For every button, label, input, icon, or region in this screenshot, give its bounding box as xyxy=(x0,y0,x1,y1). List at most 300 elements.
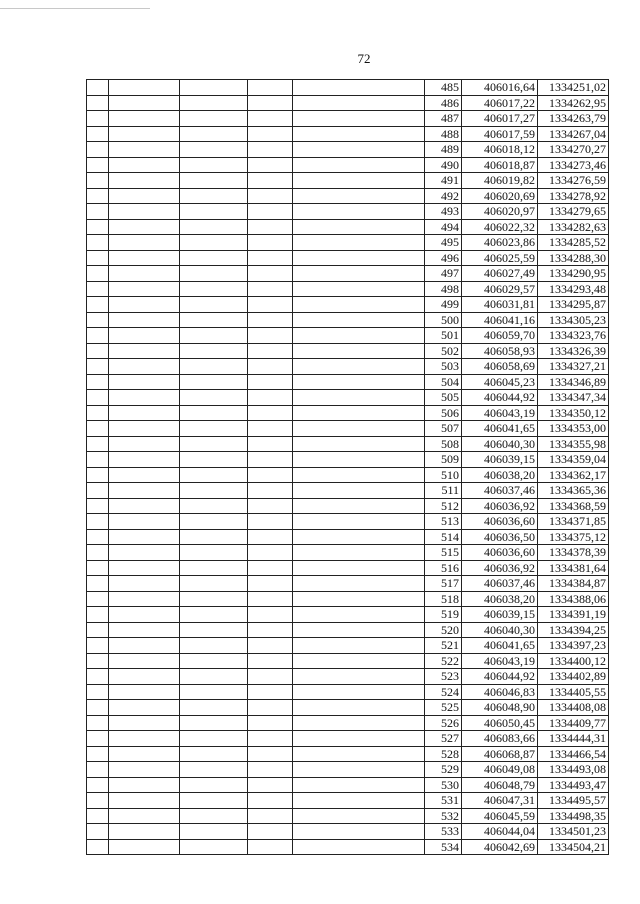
y-coordinate-cell: 1334391,19 xyxy=(538,607,609,623)
empty-cell xyxy=(109,591,180,607)
y-coordinate-cell: 1334355,98 xyxy=(538,436,609,452)
empty-cell xyxy=(248,188,293,204)
y-coordinate-cell: 1334375,12 xyxy=(538,529,609,545)
y-coordinate-cell: 1334270,27 xyxy=(538,142,609,158)
x-coordinate-cell: 406016,64 xyxy=(462,80,538,96)
empty-cell xyxy=(293,560,425,576)
empty-cell xyxy=(180,483,248,499)
x-coordinate-cell: 406031,81 xyxy=(462,297,538,313)
empty-cell xyxy=(248,638,293,654)
point-number-cell: 506 xyxy=(425,405,462,421)
x-coordinate-cell: 406018,87 xyxy=(462,157,538,173)
empty-cell xyxy=(109,483,180,499)
empty-cell xyxy=(109,607,180,623)
empty-cell xyxy=(109,576,180,592)
empty-cell xyxy=(180,80,248,96)
point-number-cell: 507 xyxy=(425,421,462,437)
empty-cell xyxy=(180,343,248,359)
empty-cell xyxy=(180,235,248,251)
empty-cell xyxy=(180,436,248,452)
empty-cell xyxy=(293,281,425,297)
table-row xyxy=(87,529,609,545)
empty-cell xyxy=(248,839,293,855)
empty-cell xyxy=(87,95,109,111)
y-coordinate-cell: 1334273,46 xyxy=(538,157,609,173)
empty-cell xyxy=(87,839,109,855)
empty-cell xyxy=(293,684,425,700)
empty-cell xyxy=(87,591,109,607)
x-coordinate-cell: 406018,12 xyxy=(462,142,538,158)
empty-cell xyxy=(180,731,248,747)
y-coordinate-cell: 1334495,57 xyxy=(538,793,609,809)
empty-cell xyxy=(180,607,248,623)
y-coordinate-cell: 1334501,23 xyxy=(538,824,609,840)
x-coordinate-cell: 406025,59 xyxy=(462,250,538,266)
point-number-cell: 510 xyxy=(425,467,462,483)
empty-cell xyxy=(293,111,425,127)
empty-cell xyxy=(180,173,248,189)
point-number-cell: 489 xyxy=(425,142,462,158)
y-coordinate-cell: 1334346,89 xyxy=(538,374,609,390)
empty-cell xyxy=(248,808,293,824)
empty-cell xyxy=(109,235,180,251)
empty-cell xyxy=(109,746,180,762)
empty-cell xyxy=(293,514,425,530)
x-coordinate-cell: 406047,31 xyxy=(462,793,538,809)
empty-cell xyxy=(180,328,248,344)
empty-cell xyxy=(180,824,248,840)
table-row xyxy=(87,622,609,638)
empty-cell xyxy=(293,157,425,173)
table-row xyxy=(87,483,609,499)
empty-cell xyxy=(87,405,109,421)
empty-cell xyxy=(248,545,293,561)
y-coordinate-cell: 1334282,63 xyxy=(538,219,609,235)
empty-cell xyxy=(87,467,109,483)
empty-cell xyxy=(87,250,109,266)
table-row xyxy=(87,498,609,514)
empty-cell xyxy=(87,808,109,824)
empty-cell xyxy=(180,452,248,468)
table-row xyxy=(87,111,609,127)
empty-cell xyxy=(248,576,293,592)
point-number-cell: 508 xyxy=(425,436,462,452)
empty-cell xyxy=(180,359,248,375)
point-number-cell: 527 xyxy=(425,731,462,747)
empty-cell xyxy=(248,219,293,235)
y-coordinate-cell: 1334285,52 xyxy=(538,235,609,251)
empty-cell xyxy=(248,250,293,266)
x-coordinate-cell: 406040,30 xyxy=(462,436,538,452)
x-coordinate-cell: 406042,69 xyxy=(462,839,538,855)
x-coordinate-cell: 406049,08 xyxy=(462,762,538,778)
table-row xyxy=(87,80,609,96)
empty-cell xyxy=(293,762,425,778)
empty-cell xyxy=(180,529,248,545)
y-coordinate-cell: 1334359,04 xyxy=(538,452,609,468)
y-coordinate-cell: 1334371,85 xyxy=(538,514,609,530)
table-row xyxy=(87,746,609,762)
empty-cell xyxy=(109,839,180,855)
empty-cell xyxy=(248,607,293,623)
empty-cell xyxy=(293,483,425,499)
table-row xyxy=(87,157,609,173)
table-row xyxy=(87,188,609,204)
point-number-cell: 514 xyxy=(425,529,462,545)
y-coordinate-cell: 1334326,39 xyxy=(538,343,609,359)
point-number-cell: 515 xyxy=(425,545,462,561)
empty-cell xyxy=(293,576,425,592)
empty-cell xyxy=(293,715,425,731)
x-coordinate-cell: 406036,92 xyxy=(462,498,538,514)
empty-cell xyxy=(87,483,109,499)
y-coordinate-cell: 1334323,76 xyxy=(538,328,609,344)
empty-cell xyxy=(109,142,180,158)
empty-cell xyxy=(109,405,180,421)
empty-cell xyxy=(87,157,109,173)
y-coordinate-cell: 1334290,95 xyxy=(538,266,609,282)
point-number-cell: 525 xyxy=(425,700,462,716)
empty-cell xyxy=(248,328,293,344)
empty-cell xyxy=(87,173,109,189)
empty-cell xyxy=(109,467,180,483)
table-row xyxy=(87,514,609,530)
empty-cell xyxy=(87,312,109,328)
table-row xyxy=(87,436,609,452)
empty-cell xyxy=(109,250,180,266)
y-coordinate-cell: 1334402,89 xyxy=(538,669,609,685)
empty-cell xyxy=(248,343,293,359)
x-coordinate-cell: 406058,93 xyxy=(462,343,538,359)
empty-cell xyxy=(293,498,425,514)
empty-cell xyxy=(109,436,180,452)
empty-cell xyxy=(109,529,180,545)
x-coordinate-cell: 406044,92 xyxy=(462,390,538,406)
table-row xyxy=(87,250,609,266)
empty-cell xyxy=(293,638,425,654)
empty-cell xyxy=(109,266,180,282)
empty-cell xyxy=(109,297,180,313)
empty-cell xyxy=(293,700,425,716)
y-coordinate-cell: 1334262,95 xyxy=(538,95,609,111)
empty-cell xyxy=(87,762,109,778)
table-row xyxy=(87,343,609,359)
x-coordinate-cell: 406058,69 xyxy=(462,359,538,375)
x-coordinate-cell: 406017,22 xyxy=(462,95,538,111)
table-row xyxy=(87,839,609,855)
empty-cell xyxy=(87,390,109,406)
empty-cell xyxy=(293,839,425,855)
empty-cell xyxy=(87,669,109,685)
x-coordinate-cell: 406048,79 xyxy=(462,777,538,793)
empty-cell xyxy=(109,762,180,778)
x-coordinate-cell: 406046,83 xyxy=(462,684,538,700)
point-number-cell: 512 xyxy=(425,498,462,514)
empty-cell xyxy=(180,111,248,127)
empty-cell xyxy=(109,731,180,747)
empty-cell xyxy=(180,560,248,576)
empty-cell xyxy=(109,374,180,390)
y-coordinate-cell: 1334409,77 xyxy=(538,715,609,731)
empty-cell xyxy=(248,793,293,809)
empty-cell xyxy=(293,328,425,344)
x-coordinate-cell: 406022,32 xyxy=(462,219,538,235)
empty-cell xyxy=(87,607,109,623)
empty-cell xyxy=(87,777,109,793)
empty-cell xyxy=(293,95,425,111)
empty-cell xyxy=(293,219,425,235)
empty-cell xyxy=(293,142,425,158)
y-coordinate-cell: 1334276,59 xyxy=(538,173,609,189)
point-number-cell: 520 xyxy=(425,622,462,638)
point-number-cell: 523 xyxy=(425,669,462,685)
empty-cell xyxy=(109,700,180,716)
empty-cell xyxy=(87,498,109,514)
empty-cell xyxy=(87,545,109,561)
table-row xyxy=(87,576,609,592)
empty-cell xyxy=(180,700,248,716)
point-number-cell: 528 xyxy=(425,746,462,762)
point-number-cell: 493 xyxy=(425,204,462,220)
x-coordinate-cell: 406083,66 xyxy=(462,731,538,747)
empty-cell xyxy=(87,359,109,375)
y-coordinate-cell: 1334394,25 xyxy=(538,622,609,638)
empty-cell xyxy=(293,467,425,483)
y-coordinate-cell: 1334493,08 xyxy=(538,762,609,778)
empty-cell xyxy=(248,204,293,220)
empty-cell xyxy=(180,95,248,111)
x-coordinate-cell: 406037,46 xyxy=(462,576,538,592)
empty-cell xyxy=(87,188,109,204)
point-number-cell: 501 xyxy=(425,328,462,344)
table-row xyxy=(87,638,609,654)
empty-cell xyxy=(293,405,425,421)
empty-cell xyxy=(180,669,248,685)
point-number-cell: 530 xyxy=(425,777,462,793)
point-number-cell: 513 xyxy=(425,514,462,530)
point-number-cell: 526 xyxy=(425,715,462,731)
x-coordinate-cell: 406039,15 xyxy=(462,607,538,623)
y-coordinate-cell: 1334498,35 xyxy=(538,808,609,824)
point-number-cell: 487 xyxy=(425,111,462,127)
empty-cell xyxy=(87,219,109,235)
point-number-cell: 491 xyxy=(425,173,462,189)
empty-cell xyxy=(87,746,109,762)
point-number-cell: 518 xyxy=(425,591,462,607)
empty-cell xyxy=(248,746,293,762)
y-coordinate-cell: 1334295,87 xyxy=(538,297,609,313)
table-body xyxy=(87,80,609,855)
empty-cell xyxy=(109,126,180,142)
empty-cell xyxy=(109,281,180,297)
x-coordinate-cell: 406036,92 xyxy=(462,560,538,576)
y-coordinate-cell: 1334279,65 xyxy=(538,204,609,220)
table-row xyxy=(87,359,609,375)
empty-cell xyxy=(87,700,109,716)
empty-cell xyxy=(248,514,293,530)
point-number-cell: 496 xyxy=(425,250,462,266)
empty-cell xyxy=(109,204,180,220)
empty-cell xyxy=(248,498,293,514)
empty-cell xyxy=(293,343,425,359)
x-coordinate-cell: 406020,69 xyxy=(462,188,538,204)
empty-cell xyxy=(109,560,180,576)
y-coordinate-cell: 1334350,12 xyxy=(538,405,609,421)
table-row xyxy=(87,669,609,685)
y-coordinate-cell: 1334466,54 xyxy=(538,746,609,762)
empty-cell xyxy=(87,421,109,437)
empty-cell xyxy=(109,173,180,189)
empty-cell xyxy=(293,529,425,545)
empty-cell xyxy=(293,204,425,220)
empty-cell xyxy=(109,343,180,359)
point-number-cell: 495 xyxy=(425,235,462,251)
y-coordinate-cell: 1334251,02 xyxy=(538,80,609,96)
empty-cell xyxy=(248,777,293,793)
empty-cell xyxy=(109,808,180,824)
empty-cell xyxy=(248,483,293,499)
empty-cell xyxy=(109,452,180,468)
x-coordinate-cell: 406036,60 xyxy=(462,545,538,561)
empty-cell xyxy=(180,777,248,793)
empty-cell xyxy=(293,622,425,638)
x-coordinate-cell: 406039,15 xyxy=(462,452,538,468)
table-row xyxy=(87,824,609,840)
y-coordinate-cell: 1334288,30 xyxy=(538,250,609,266)
point-number-cell: 503 xyxy=(425,359,462,375)
empty-cell xyxy=(87,374,109,390)
y-coordinate-cell: 1334293,48 xyxy=(538,281,609,297)
empty-cell xyxy=(248,359,293,375)
table-row xyxy=(87,560,609,576)
empty-cell xyxy=(248,142,293,158)
table-row xyxy=(87,312,609,328)
empty-cell xyxy=(87,684,109,700)
empty-cell xyxy=(293,173,425,189)
top-rule xyxy=(0,8,150,9)
empty-cell xyxy=(109,622,180,638)
empty-cell xyxy=(293,297,425,313)
empty-cell xyxy=(293,731,425,747)
y-coordinate-cell: 1334378,39 xyxy=(538,545,609,561)
table-row xyxy=(87,235,609,251)
empty-cell xyxy=(180,591,248,607)
empty-cell xyxy=(248,669,293,685)
empty-cell xyxy=(87,452,109,468)
y-coordinate-cell: 1334400,12 xyxy=(538,653,609,669)
empty-cell xyxy=(293,777,425,793)
empty-cell xyxy=(248,715,293,731)
table-row xyxy=(87,297,609,313)
y-coordinate-cell: 1334278,92 xyxy=(538,188,609,204)
empty-cell xyxy=(180,204,248,220)
empty-cell xyxy=(248,297,293,313)
y-coordinate-cell: 1334381,64 xyxy=(538,560,609,576)
empty-cell xyxy=(109,359,180,375)
empty-cell xyxy=(180,545,248,561)
y-coordinate-cell: 1334405,55 xyxy=(538,684,609,700)
table-row xyxy=(87,684,609,700)
x-coordinate-cell: 406036,50 xyxy=(462,529,538,545)
table-row xyxy=(87,653,609,669)
point-number-cell: 522 xyxy=(425,653,462,669)
empty-cell xyxy=(87,235,109,251)
empty-cell xyxy=(109,824,180,840)
empty-cell xyxy=(87,328,109,344)
x-coordinate-cell: 406037,46 xyxy=(462,483,538,499)
x-coordinate-cell: 406050,45 xyxy=(462,715,538,731)
empty-cell xyxy=(87,576,109,592)
empty-cell xyxy=(248,157,293,173)
table-row xyxy=(87,219,609,235)
empty-cell xyxy=(87,436,109,452)
point-number-cell: 490 xyxy=(425,157,462,173)
empty-cell xyxy=(109,328,180,344)
table-row xyxy=(87,328,609,344)
x-coordinate-cell: 406019,82 xyxy=(462,173,538,189)
empty-cell xyxy=(180,715,248,731)
y-coordinate-cell: 1334493,47 xyxy=(538,777,609,793)
y-coordinate-cell: 1334397,23 xyxy=(538,638,609,654)
empty-cell xyxy=(293,374,425,390)
empty-cell xyxy=(248,762,293,778)
empty-cell xyxy=(109,390,180,406)
x-coordinate-cell: 406038,20 xyxy=(462,591,538,607)
empty-cell xyxy=(109,188,180,204)
empty-cell xyxy=(87,653,109,669)
empty-cell xyxy=(180,250,248,266)
empty-cell xyxy=(180,839,248,855)
empty-cell xyxy=(109,653,180,669)
point-number-cell: 519 xyxy=(425,607,462,623)
table-row xyxy=(87,281,609,297)
table-row xyxy=(87,95,609,111)
empty-cell xyxy=(293,452,425,468)
empty-cell xyxy=(87,560,109,576)
x-coordinate-cell: 406045,23 xyxy=(462,374,538,390)
table-row xyxy=(87,452,609,468)
y-coordinate-cell: 1334384,87 xyxy=(538,576,609,592)
empty-cell xyxy=(87,824,109,840)
empty-cell xyxy=(248,374,293,390)
empty-cell xyxy=(180,157,248,173)
x-coordinate-cell: 406044,04 xyxy=(462,824,538,840)
empty-cell xyxy=(109,638,180,654)
table-row xyxy=(87,374,609,390)
empty-cell xyxy=(180,762,248,778)
table-row xyxy=(87,142,609,158)
empty-cell xyxy=(109,514,180,530)
empty-cell xyxy=(87,529,109,545)
table-row xyxy=(87,173,609,189)
x-coordinate-cell: 406043,19 xyxy=(462,653,538,669)
empty-cell xyxy=(248,452,293,468)
empty-cell xyxy=(293,808,425,824)
empty-cell xyxy=(293,746,425,762)
empty-cell xyxy=(293,436,425,452)
table-row xyxy=(87,421,609,437)
point-number-cell: 524 xyxy=(425,684,462,700)
empty-cell xyxy=(87,715,109,731)
x-coordinate-cell: 406043,19 xyxy=(462,405,538,421)
empty-cell xyxy=(87,638,109,654)
empty-cell xyxy=(248,111,293,127)
table-row xyxy=(87,591,609,607)
point-number-cell: 486 xyxy=(425,95,462,111)
empty-cell xyxy=(248,405,293,421)
empty-cell xyxy=(248,591,293,607)
empty-cell xyxy=(293,266,425,282)
